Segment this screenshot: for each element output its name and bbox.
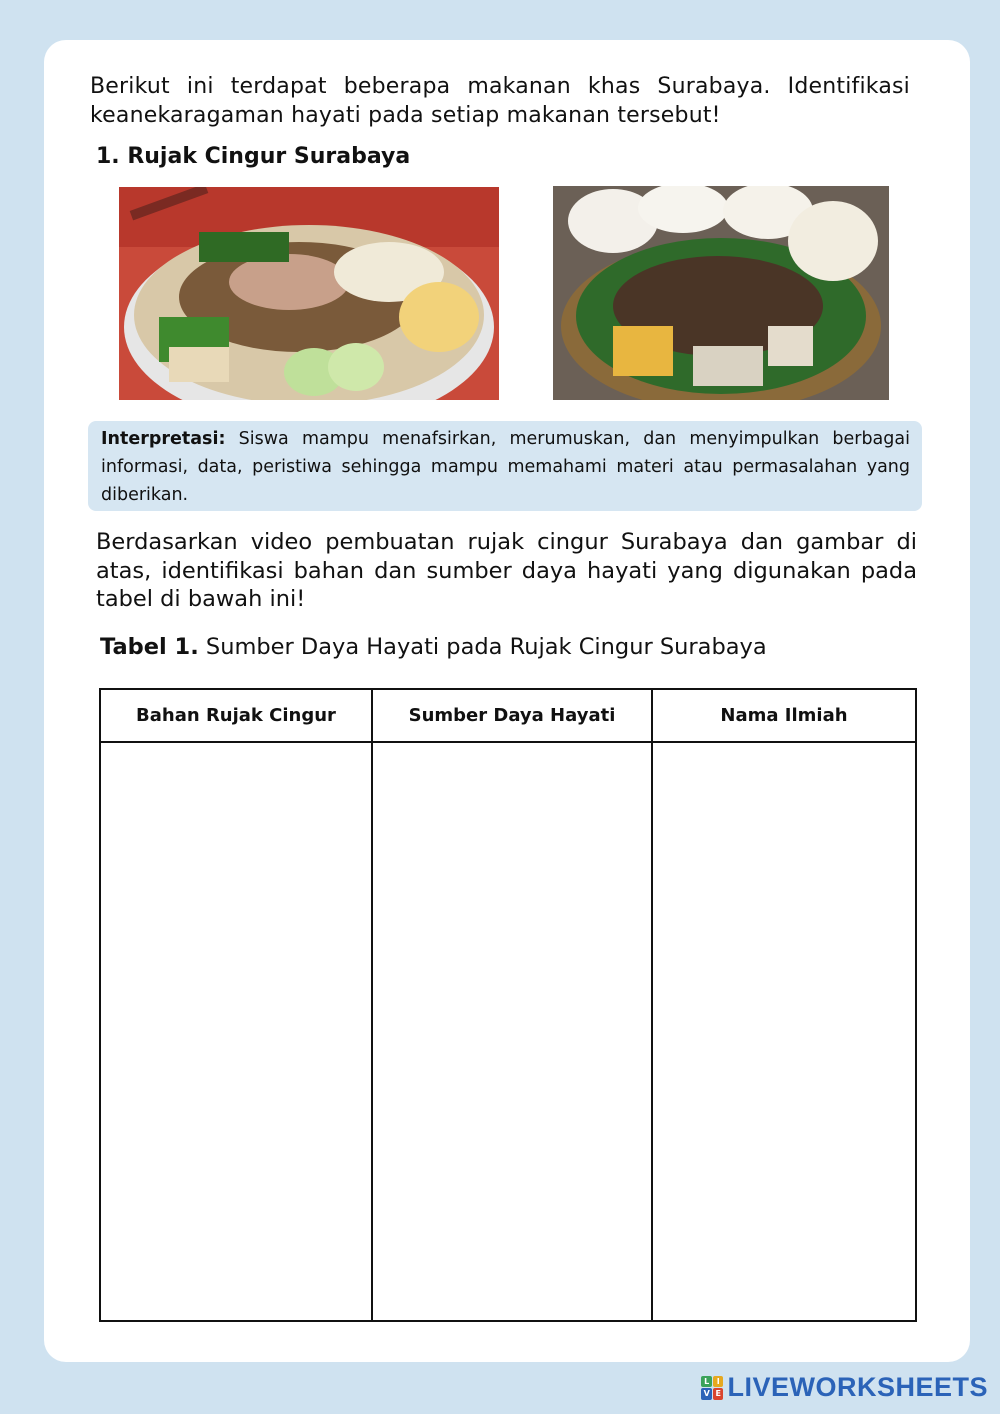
- liveworksheets-logo-icon: L I V E: [701, 1376, 723, 1400]
- liveworksheets-brand: [701, 1372, 988, 1403]
- table-caption-text: Sumber Daya Hayati pada Rujak Cingur Surabaya: [205, 634, 767, 660]
- table-caption-label: Tabel 1.: [100, 634, 199, 660]
- header-nama-ilmiah: Nama Ilmiah: [652, 689, 916, 742]
- brand-name: LIVEWORKSHEETS: [727, 1372, 988, 1402]
- interpretation-text: Siswa mampu menafsirkan, merumuskan, dan menyimpulkan berbagai informasi, data, peristiwa sehingga mampu memahami materi atau permasalahan yang diberikan.: [101, 429, 910, 505]
- answer-cell-sumber-daya[interactable]: [372, 742, 652, 1321]
- interpretation-label: Interpretasi:: [101, 429, 226, 449]
- table-caption: [100, 634, 767, 660]
- section-title: 1. Rujak Cingur Surabaya: [96, 144, 411, 169]
- question-text: Berdasarkan video pembuatan rujak cingur Surabaya dan gambar di atas, identifikasi bahan dan sumber daya hayati yang digunakan pada tabel di bawah ini!: [96, 529, 917, 612]
- table-answer-row: [100, 742, 916, 1321]
- intro-text: Berikut ini terdapat beberapa makanan khas Surabaya. Identifikasi keanekaragaman hayati pada setiap makanan tersebut!: [90, 74, 910, 128]
- rujak-cingur-photo-2: [553, 186, 889, 400]
- answer-cell-nama-ilmiah[interactable]: [652, 742, 916, 1321]
- answer-table: [99, 688, 917, 1322]
- table-header-row: [100, 689, 916, 742]
- interpretation-box: [88, 421, 922, 511]
- header-sumber-daya: Sumber Daya Hayati: [372, 689, 652, 742]
- rujak-cingur-photo-1: [119, 187, 499, 400]
- answer-cell-bahan[interactable]: [100, 742, 372, 1321]
- header-bahan: Bahan Rujak Cingur: [100, 689, 372, 742]
